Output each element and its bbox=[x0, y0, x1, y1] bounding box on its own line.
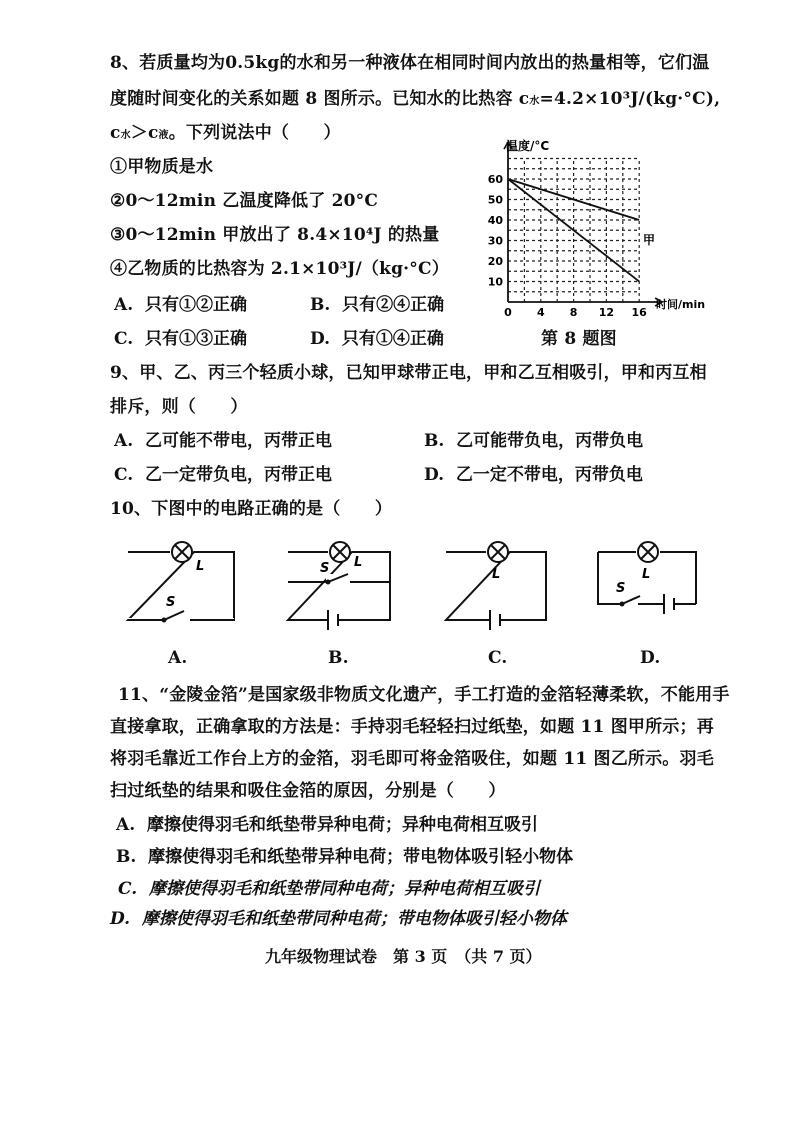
series-label-jia: 甲 bbox=[643, 233, 656, 247]
y-tick-label: 20 bbox=[487, 255, 503, 268]
q11-option-c[interactable]: C. 摩擦使得羽毛和纸垫带同种电荷；异种电荷相互吸引 bbox=[118, 879, 540, 899]
x-tick-label: 8 bbox=[569, 306, 578, 319]
q11-stem-line4: 扫过纸垫的结果和吸住金箔的原因，分别是（ ） bbox=[110, 781, 506, 801]
q8-option-c[interactable]: C. 只有①③正确 bbox=[114, 329, 247, 349]
q8-statement-4: ④乙物质的比热容为 2.1×10³J/（kg·°C） bbox=[110, 259, 449, 279]
battery-icon bbox=[664, 594, 674, 614]
y-tick-label: 30 bbox=[487, 234, 503, 248]
svg-text:S: S bbox=[320, 561, 330, 576]
q9-stem-line2: 排斥，则（ ） bbox=[110, 397, 248, 417]
q9-option-c[interactable]: C. 乙一定带负电，丙带正电 bbox=[114, 465, 332, 485]
y-tick-label: 10 bbox=[487, 275, 503, 289]
circuit-d-label: D. bbox=[640, 648, 661, 668]
x-tick-label: 12 bbox=[598, 306, 615, 319]
q8-stem-line3: c水＞c液。下列说法中（ ） bbox=[110, 123, 341, 143]
y-tick-label: 40 bbox=[487, 214, 503, 227]
q11-stem-line1: 11、“金陵金箔”是国家级非物质文化遗产，手工打造的金箔轻薄柔软，不能用手 bbox=[118, 685, 730, 705]
circuit-c[interactable] bbox=[440, 534, 560, 630]
y-tick-label: 50 bbox=[487, 193, 503, 207]
q11-option-a[interactable]: A. 摩擦使得羽毛和纸垫带异种电荷；异种电荷相互吸引 bbox=[116, 815, 538, 835]
x-axis-label: 时间/min bbox=[656, 298, 706, 311]
q8-option-a[interactable]: A. 只有①②正确 bbox=[114, 295, 247, 315]
circuit-b-label: B. bbox=[328, 648, 349, 668]
q8-temperature-chart bbox=[478, 130, 718, 320]
q8-statement-1: ①甲物质是水 bbox=[110, 157, 214, 177]
q10-stem: 10、下图中的电路正确的是（ ） bbox=[110, 499, 393, 519]
q9-option-b[interactable]: B. 乙可能带负电，丙带负电 bbox=[424, 431, 644, 451]
circuit-a-label: A. bbox=[168, 648, 188, 668]
svg-text:S: S bbox=[616, 581, 626, 596]
svg-text:L: L bbox=[196, 559, 205, 574]
q8-option-d[interactable]: D. 只有①④正确 bbox=[310, 329, 444, 349]
q9-option-d[interactable]: D. 乙一定不带电，丙带负电 bbox=[424, 465, 643, 485]
x-tick-label: 16 bbox=[631, 306, 647, 319]
q11-stem-line2: 直接拿取，正确拿取的方法是：手持羽毛轻轻扫过纸垫，如题 11 图甲所示；再 bbox=[110, 717, 714, 737]
q11-stem-line3: 将羽毛靠近工作台上方的金箔，羽毛即可将金箔吸住，如题 11 图乙所示。羽毛 bbox=[110, 749, 714, 769]
q9-option-a[interactable]: A. 乙可能不带电，丙带正电 bbox=[114, 431, 332, 451]
q8-statement-3: ③0～12min 甲放出了 8.4×10⁴J 的热量 bbox=[110, 225, 440, 245]
y-tick-label: 60 bbox=[487, 173, 503, 186]
x-tick-label: 0 bbox=[504, 306, 512, 319]
q8-statement-2: ②0～12min 乙温度降低了 20°C bbox=[110, 191, 379, 211]
circuit-c-label: C. bbox=[488, 648, 508, 668]
q9-stem-line1: 9、甲、乙、丙三个轻质小球，已知甲球带正电，甲和乙互相吸引，甲和丙互相 bbox=[110, 363, 707, 383]
page-footer: 九年级物理试卷 第 3 页 （共 7 页） bbox=[265, 947, 542, 966]
x-tick-label: 4 bbox=[536, 306, 545, 319]
q11-option-d[interactable]: D. 摩擦使得羽毛和纸垫带同种电荷；带电物体吸引轻小物体 bbox=[110, 909, 567, 929]
q8-stem-line1: 8、若质量均为0.5kg的水和另一种液体在相同时间内放出的热量相等，它们温 bbox=[110, 53, 710, 73]
svg-text:L: L bbox=[354, 555, 363, 570]
q8-stem-line2: 度随时间变化的关系如题 8 图所示。已知水的比热容 c水=4.2×10³J/(kg·°C), bbox=[110, 89, 721, 109]
svg-text:L: L bbox=[642, 567, 651, 582]
q8-option-b[interactable]: B. 只有②④正确 bbox=[310, 295, 445, 315]
circuit-d[interactable] bbox=[592, 534, 712, 630]
svg-text:S: S bbox=[166, 595, 176, 610]
svg-text:L: L bbox=[492, 567, 501, 582]
q8-figure-caption: 第 8 题图 bbox=[541, 329, 617, 349]
y-axis-label: 温度/°C bbox=[506, 139, 550, 153]
circuit-b[interactable] bbox=[282, 534, 402, 630]
circuit-a[interactable] bbox=[122, 534, 242, 630]
q11-option-b[interactable]: B. 摩擦使得羽毛和纸垫带异种电荷；带电物体吸引轻小物体 bbox=[116, 847, 574, 867]
